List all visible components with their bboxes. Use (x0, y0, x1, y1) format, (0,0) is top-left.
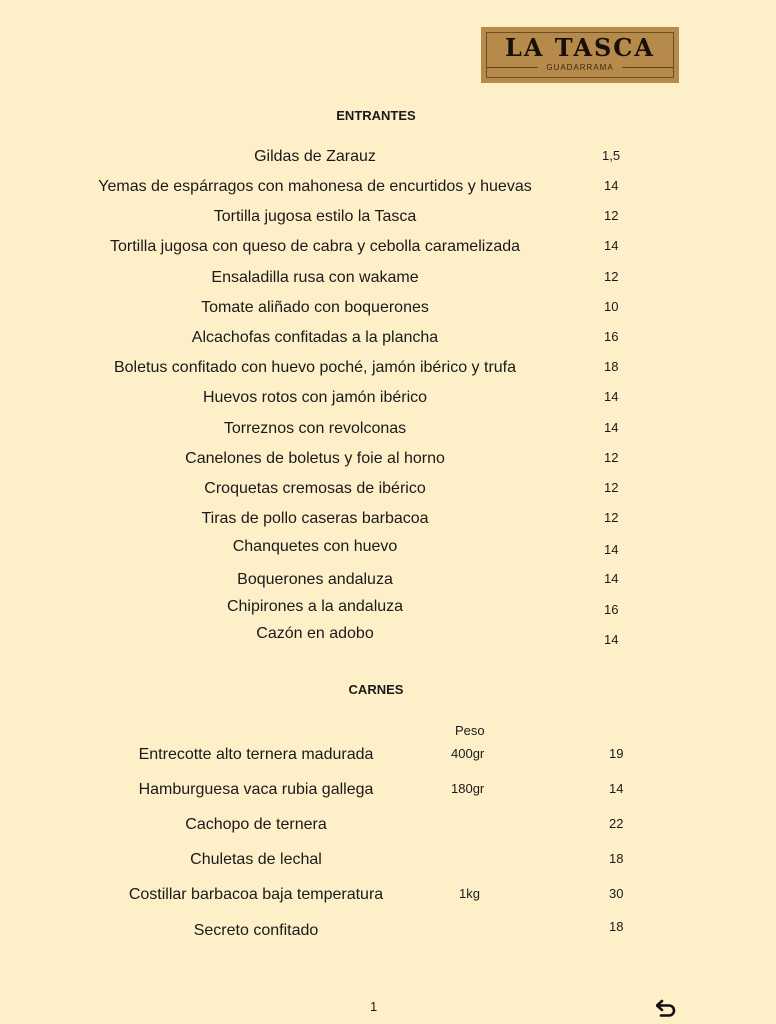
item-weight: 400gr (451, 746, 485, 761)
item-price: 16 (604, 602, 619, 617)
item-name: Alcachofas confitadas a la plancha (191, 329, 439, 346)
item-name: Yemas de espárragos con mahonesa de encurtidos y huevas (98, 178, 532, 195)
item-name: Chanquetes con huevo (232, 538, 398, 555)
item-name: Torreznos con revolconas (223, 420, 407, 437)
item-price: 18 (604, 359, 619, 374)
item-price: 22 (609, 816, 624, 831)
item-name: Entrecotte alto ternera madurada (138, 746, 374, 763)
item-weight: 1kg (459, 886, 480, 901)
item-price: 12 (604, 450, 619, 465)
logo-title: LA TASCA (504, 33, 656, 62)
section-title-carnes: CARNES (348, 682, 404, 697)
item-price: 14 (604, 420, 619, 435)
item-name: Gildas de Zarauz (254, 148, 376, 165)
logo-divider (487, 67, 538, 68)
item-name: Boquerones andaluza (237, 571, 393, 588)
item-name: Cazón en adobo (256, 625, 374, 642)
item-name: Chuletas de lechal (190, 851, 322, 868)
item-price: 19 (609, 746, 624, 761)
item-name: Huevos rotos con jamón ibérico (202, 389, 428, 406)
item-name: Chipirones a la andaluza (226, 598, 404, 615)
item-name: Croquetas cremosas de ibérico (204, 480, 426, 497)
undo-arrow-icon[interactable] (656, 998, 678, 1018)
item-price: 14 (609, 781, 624, 796)
item-name: Hamburguesa vaca rubia gallega (138, 781, 374, 798)
item-price: 14 (604, 389, 619, 404)
item-weight: 180gr (451, 781, 485, 796)
item-price: 1,5 (602, 148, 621, 163)
item-price: 14 (604, 178, 619, 193)
item-name: Tiras de pollo caseras barbacoa (201, 510, 429, 527)
item-price: 14 (604, 542, 619, 557)
item-price: 16 (604, 329, 619, 344)
item-name: Costillar barbacoa baja temperatura (128, 886, 384, 903)
restaurant-logo (481, 27, 679, 83)
item-name: Tortilla jugosa estilo la Tasca (213, 208, 417, 225)
item-name: Ensaladilla rusa con wakame (211, 269, 419, 286)
item-price: 18 (609, 851, 624, 866)
item-name: Cachopo de ternera (185, 816, 327, 833)
section-title-entrantes: ENTRANTES (336, 108, 416, 123)
logo-divider (622, 67, 673, 68)
logo-subtitle: GUADARRAMA (546, 63, 614, 72)
item-price: 14 (604, 632, 619, 647)
item-name: Canelones de boletus y foie al horno (185, 450, 445, 467)
item-price: 14 (604, 571, 619, 586)
item-price: 12 (604, 510, 619, 525)
item-price: 30 (609, 886, 624, 901)
item-name: Tortilla jugosa con queso de cabra y cebolla caramelizada (109, 238, 521, 255)
item-price: 10 (604, 299, 619, 314)
item-price: 12 (604, 480, 619, 495)
item-price: 14 (604, 238, 619, 253)
page-number: 1 (370, 999, 378, 1014)
item-name: Boletus confitado con huevo poché, jamón ibérico y trufa (113, 359, 517, 376)
item-name: Tomate aliñado con boquerones (201, 299, 429, 316)
item-price: 12 (604, 269, 619, 284)
item-price: 12 (604, 208, 619, 223)
item-name: Secreto confitado (193, 922, 319, 939)
weight-column-header: Peso (455, 723, 485, 738)
item-price: 18 (609, 919, 624, 934)
logo-subtitle-row (487, 63, 673, 72)
